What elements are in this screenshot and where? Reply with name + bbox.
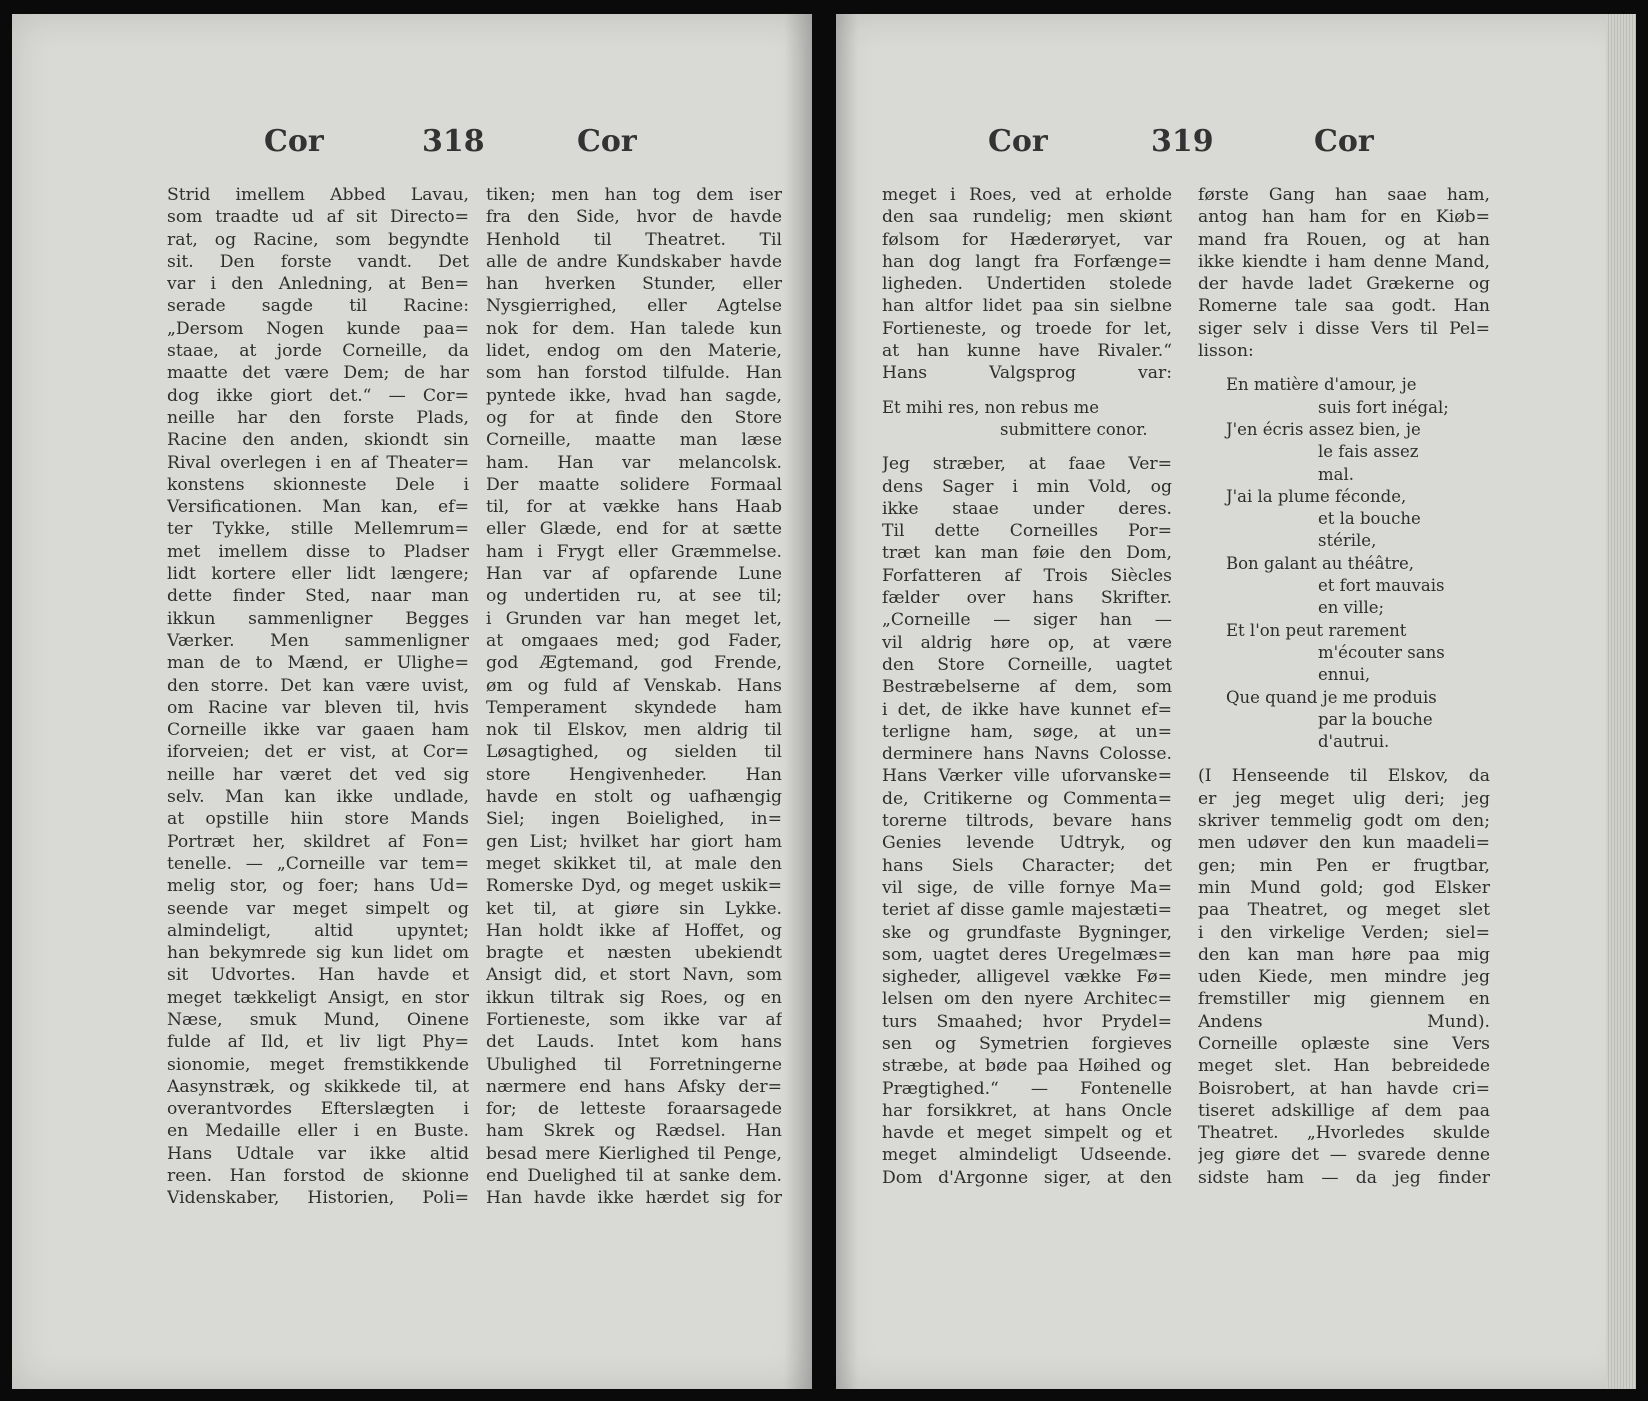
- text-line: uden Kiede, men mindre jeg: [1198, 967, 1490, 988]
- text-line: jeg giøre det — svarede denne: [1198, 1145, 1490, 1166]
- verse-line: Que quand je me produis: [1226, 687, 1437, 707]
- text-line: reen. Han forstod de skionne: [167, 1166, 469, 1187]
- text-line: men udøver den kun maadeli=: [1198, 833, 1490, 854]
- text-line: nærmere end hans Afsky der=: [486, 1076, 782, 1097]
- text-line: stræbe, at bøde paa Høihed og: [882, 1056, 1172, 1077]
- text-line: derminere hans Navns Colosse.: [882, 744, 1172, 765]
- text-line: tiseret adskillige af dem paa: [1198, 1100, 1490, 1121]
- motto-line: submittere conor.: [1000, 419, 1148, 439]
- text-line: Videnskaber, Historien, Poli=: [167, 1188, 469, 1209]
- text-line: den kan man høre paa mig: [1198, 944, 1490, 965]
- text-line: meget tækkeligt Ansigt, en stor: [167, 987, 469, 1008]
- text-line: der havde ladet Grækerne og: [1198, 274, 1490, 295]
- left-page: [12, 14, 812, 1389]
- text-line: tiken; men han tog dem iser: [486, 185, 782, 205]
- text-line: at han kunne have Rivaler.“: [882, 341, 1172, 362]
- left-guide-word-left: Cor: [264, 124, 324, 159]
- text-line: at opstille hiin store Mands: [167, 809, 469, 830]
- text-line: Aasynstræk, og skikkede til, at: [167, 1076, 469, 1097]
- text-line: gen List; hvilket har giort ham: [486, 831, 782, 852]
- text-line: Siel; ingen Boielighed, in=: [486, 809, 782, 830]
- verse-line: Et l'on peut rarement: [1226, 620, 1407, 640]
- text-line: almindeligt, altid upyntet;: [167, 920, 469, 941]
- text-line: Hans Udtale var ikke altid: [167, 1143, 469, 1164]
- text-line: sionomie, meget fremstikkende: [167, 1054, 469, 1075]
- text-line: Fortieneste, og troede for let,: [882, 318, 1172, 339]
- text-line: ham Skrek og Rædsel. Han: [486, 1121, 782, 1142]
- text-line: terligne ham, søge, at un=: [882, 721, 1172, 742]
- text-line: Fortieneste, som ikke var af: [486, 1009, 782, 1030]
- text-line: antog han ham for en Kiøb=: [1198, 207, 1490, 228]
- right-page: [836, 14, 1636, 1389]
- text-line: Dom d'Argonne siger, at den: [882, 1167, 1172, 1188]
- right-guide-word-left: Cor: [988, 124, 1048, 159]
- text-line: som traadte ud af sit Directo=: [167, 207, 469, 228]
- text-line: turs Smaahed; hvor Prydel=: [882, 1011, 1172, 1032]
- verse-line: J'ai la plume féconde,: [1226, 486, 1407, 506]
- text-line: var i den Anledning, at Ben=: [167, 274, 469, 295]
- motto-line: Et mihi res, non rebus me: [882, 397, 1099, 417]
- text-line: Han holdt ikke af Hoffet, og: [486, 920, 782, 941]
- text-line: Strid imellem Abbed Lavau,: [167, 185, 469, 205]
- text-line: Andens Mund).: [1198, 1011, 1490, 1032]
- text-line: siger selv i disse Vers til Pel=: [1198, 318, 1490, 339]
- text-line: Bestræbelserne af dem, som: [882, 677, 1172, 698]
- right-page-number: 319: [1151, 124, 1214, 159]
- text-line: og undertiden ru, at see til;: [486, 586, 782, 607]
- text-line: følsom for Hæderøryet, var: [882, 229, 1172, 250]
- right-column-1-prose: [882, 184, 1172, 385]
- text-line: (I Henseende til Elskov, da: [1198, 766, 1490, 787]
- text-line: sit Udvortes. Han havde et: [167, 965, 469, 986]
- text-line: paa Theatret, og meget slet: [1198, 900, 1490, 921]
- text-line: Der maatte solidere Formaal: [486, 474, 782, 495]
- right-running-header: [836, 124, 1636, 174]
- verse-line: le fais assez: [1318, 442, 1419, 462]
- text-line: Corneille ikke var gaaen ham: [167, 720, 469, 741]
- text-line: end Duelighed til at sanke dem.: [486, 1166, 782, 1187]
- text-line: hans Siels Character; det: [882, 855, 1172, 876]
- text-line: overantvordes Efterslægten i: [167, 1099, 469, 1120]
- text-line: at omgaaes med; god Fader,: [486, 630, 782, 651]
- text-line: træt kan man føie den Dom,: [882, 543, 1172, 564]
- left-column-2: [486, 184, 782, 1210]
- text-line: melig stor, og foer; hans Ud=: [167, 876, 469, 897]
- text-line: ham. Han var melancolsk.: [486, 452, 782, 473]
- text-line: første Gang han saae ham,: [1198, 185, 1490, 205]
- text-line: i Grunden var han meget let,: [486, 608, 782, 629]
- verse-block: [1198, 374, 1490, 753]
- text-line: Versificationen. Man kan, ef=: [167, 497, 469, 518]
- text-line: staae, at jorde Corneille, da: [167, 341, 469, 362]
- text-line: Portræt her, skildret af Fon=: [167, 831, 469, 852]
- text-line: havde en stolt og uafhængig: [486, 787, 782, 808]
- text-line: sit. Den forste vandt. Det: [167, 251, 469, 272]
- text-line: en Medaille eller i en Buste.: [167, 1121, 469, 1142]
- text-line: ikke kiendte i ham denne Mand,: [1198, 251, 1490, 272]
- text-line: selv. Man kan ikke undlade,: [167, 787, 469, 808]
- text-line: ligheden. Undertiden stolede: [882, 274, 1172, 295]
- text-line: øm og fuld af Venskab. Hans: [486, 675, 782, 696]
- text-line: Theatret. „Hvorledes skulde: [1198, 1123, 1490, 1144]
- text-line: han hverken Stunder, eller: [486, 274, 782, 295]
- text-line: i den virkelige Verden; siel=: [1198, 922, 1490, 943]
- text-line: Nysgierrighed, eller Agtelse: [486, 296, 782, 317]
- text-line: tenelle. — „Corneille var tem=: [167, 853, 469, 874]
- text-line: dens Sager i min Vold, og: [882, 476, 1172, 497]
- left-running-header: [12, 124, 812, 174]
- text-line: pyntede ikke, hvad han sagde,: [486, 385, 782, 406]
- text-line: ter Tykke, stille Mellemrum=: [167, 519, 469, 540]
- text-line: maatte det være Dem; de har: [167, 363, 469, 384]
- text-line: nok for dem. Han talede kun: [486, 318, 782, 339]
- text-line: ikkun sammenligner Begges: [167, 608, 469, 629]
- text-line: store Hengivenheder. Han: [486, 764, 782, 785]
- text-line: Henhold til Theatret. Til: [486, 229, 782, 250]
- text-line: man de to Mænd, er Ulighe=: [167, 653, 469, 674]
- text-line: ham i Frygt eller Græmmelse.: [486, 541, 782, 562]
- text-line: vil aldrig høre op, at være: [882, 632, 1172, 653]
- text-line: Genies levende Udtryk, og: [882, 833, 1172, 854]
- text-line: meget slet. Han bebreidede: [1198, 1056, 1490, 1077]
- text-line: den storre. Det kan være uvist,: [167, 675, 469, 696]
- verse-line: m'écouter sans: [1318, 642, 1445, 662]
- motto: [882, 397, 1172, 442]
- text-line: ikke staae under deres.: [882, 498, 1172, 519]
- text-line: vil sige, de ville fornye Ma=: [882, 877, 1172, 898]
- text-line: Jeg stræber, at faae Ver=: [882, 454, 1172, 475]
- text-line: met imellem disse to Pladser: [167, 541, 469, 562]
- text-line: sidste ham — da jeg finder: [1198, 1167, 1490, 1188]
- right-column-2: [1198, 184, 1490, 1189]
- text-line: gen; min Pen er frugtbar,: [1198, 855, 1490, 876]
- text-line: lelsen om den nyere Architec=: [882, 989, 1172, 1010]
- text-line: Forfatteren af Trois Siècles: [882, 565, 1172, 586]
- text-line: til, for at vække hans Haab: [486, 497, 782, 518]
- verse-line: et fort mauvais: [1318, 576, 1445, 596]
- text-line: fulde af Ild, et liv ligt Phy=: [167, 1032, 469, 1053]
- text-line: Romerske Dyd, og meget uskik=: [486, 876, 782, 897]
- text-line: lidt kortere eller lidt længere;: [167, 564, 469, 585]
- text-line: lisson:: [1198, 341, 1254, 362]
- verse-line: en ville;: [1318, 598, 1385, 618]
- text-line: Romerne tale saa godt. Han: [1198, 296, 1490, 317]
- text-line: sen og Symetrien forgieves: [882, 1033, 1172, 1054]
- text-line: Corneille, maatte man læse: [486, 430, 782, 451]
- right-column-1-prose-2: [882, 453, 1172, 1189]
- text-line: iforveien; det er vist, at Cor=: [167, 742, 469, 763]
- text-line: Hans Værker ville uforvanske=: [882, 766, 1172, 787]
- text-line: god Ægtemand, god Frende,: [486, 653, 782, 674]
- text-line: „Corneille — siger han —: [882, 610, 1172, 631]
- text-line: besad mere Kierlighed til Penge,: [486, 1143, 782, 1164]
- text-line: Løsagtighed, og sielden til: [486, 742, 782, 763]
- text-line: fremstiller mig giennem en: [1198, 989, 1490, 1010]
- text-line: de, Critikerne og Commenta=: [882, 788, 1172, 809]
- text-line: Næse, smuk Mund, Oinene: [167, 1009, 469, 1030]
- right-guide-word-right: Cor: [1314, 124, 1374, 159]
- text-line: lidet, endog om den Materie,: [486, 341, 782, 362]
- text-line: neille har den forste Plads,: [167, 407, 469, 428]
- text-line: Værker. Men sammenligner: [167, 630, 469, 651]
- text-line: den saa rundelig; men skiønt: [882, 207, 1172, 228]
- text-line: Han var af opfarende Lune: [486, 564, 782, 585]
- text-line: om Racine var bleven til, hvis: [167, 697, 469, 718]
- text-line: rat, og Racine, som begyndte: [167, 229, 469, 250]
- verse-line: suis fort inégal;: [1318, 397, 1449, 417]
- text-line: sigheder, alligevel vække Fø=: [882, 967, 1172, 988]
- text-line: har forsikkret, at hans Oncle: [882, 1100, 1172, 1121]
- right-column-2-prose-2: [1198, 765, 1490, 1189]
- verse-line: et la bouche: [1318, 509, 1421, 529]
- text-line: meget i Roes, ved at erholde: [882, 185, 1172, 205]
- text-line: den Store Corneille, uagtet: [882, 654, 1172, 675]
- text-line: Hans Valgsprog var:: [882, 363, 1172, 384]
- text-line: Racine den anden, skiondt sin: [167, 430, 469, 451]
- right-column-2-prose: [1198, 184, 1490, 362]
- verse-line: J'en écris assez bien, je: [1226, 419, 1421, 439]
- text-line: Ubulighed til Forretningerne: [486, 1054, 782, 1075]
- text-line: havde et meget simpelt og et: [882, 1123, 1172, 1144]
- verse-line: d'autrui.: [1318, 732, 1390, 752]
- text-line: meget skikket til, at male den: [486, 853, 782, 874]
- text-line: Boisrobert, at han havde cri=: [1198, 1078, 1490, 1099]
- text-line: bragte et næsten ubekiendt: [486, 943, 782, 964]
- text-line: ske og grundfaste Bygninger,: [882, 922, 1172, 943]
- text-line: i det, de ikke have kunnet ef=: [882, 699, 1172, 720]
- text-line: Ansigt did, et stort Navn, som: [486, 965, 782, 986]
- text-line: som han forstod tilfulde. Han: [486, 363, 782, 384]
- text-line: skriver temmelig godt om den;: [1198, 811, 1490, 832]
- text-line: neille har været det ved sig: [167, 764, 469, 785]
- text-line: som, uagtet deres Uregelmæs=: [882, 944, 1172, 965]
- text-line: Prægtighed.“ — Fontenelle: [882, 1078, 1172, 1099]
- text-line: det Lauds. Intet kom hans: [486, 1032, 782, 1053]
- text-line: meget almindeligt Udseende.: [882, 1145, 1172, 1166]
- text-line: Han havde ikke hærdet sig for: [486, 1188, 782, 1209]
- text-line: er jeg meget ulig deri; jeg: [1198, 788, 1490, 809]
- left-column-1: [167, 184, 469, 1210]
- text-line: seende var meget simpelt og: [167, 898, 469, 919]
- text-line: han altfor lidet paa sin sielbne: [882, 296, 1172, 317]
- text-line: mand fra Rouen, og at han: [1198, 229, 1490, 250]
- text-line: dette finder Sted, naar man: [167, 586, 469, 607]
- text-line: konstens skionneste Dele i: [167, 474, 469, 495]
- left-guide-word-right: Cor: [577, 124, 637, 159]
- text-line: Temperament skyndede ham: [486, 697, 782, 718]
- verse-line: ennui,: [1318, 665, 1371, 685]
- verse-line: Bon galant au théâtre,: [1226, 553, 1415, 573]
- text-line: Rival overlegen i en af Theater=: [167, 452, 469, 473]
- text-line: torerne tiltrods, bevare hans: [882, 811, 1172, 832]
- text-line: „Dersom Nogen kunde paa=: [167, 318, 469, 339]
- text-line: og for at finde den Store: [486, 407, 782, 428]
- text-line: alle de andre Kundskaber havde: [486, 251, 782, 272]
- text-line: han dog langt fra Forfænge=: [882, 251, 1172, 272]
- text-line: Til dette Corneilles Por=: [882, 521, 1172, 542]
- text-line: han bekymrede sig kun lidet om: [167, 943, 469, 964]
- text-line: fælder over hans Skrifter.: [882, 588, 1172, 609]
- text-line: eller Glæde, end for at sætte: [486, 519, 782, 540]
- text-line: min Mund gold; god Elsker: [1198, 877, 1490, 898]
- text-line: serade sagde til Racine:: [167, 296, 469, 317]
- text-line: ikkun tiltrak sig Roes, og en: [486, 987, 782, 1008]
- text-line: teriet af disse gamle majestæti=: [882, 900, 1172, 921]
- text-line: nok til Elskov, men aldrig til: [486, 720, 782, 741]
- verse-line: mal.: [1318, 464, 1355, 484]
- text-line: for; de letteste foraarsagede: [486, 1099, 782, 1120]
- text-line: Corneille oplæste sine Vers: [1198, 1033, 1490, 1054]
- text-line: ket til, at giøre sin Lykke.: [486, 898, 782, 919]
- right-column-1: [882, 184, 1172, 1189]
- text-line: fra den Side, hvor de havde: [486, 207, 782, 228]
- left-page-number: 318: [422, 124, 485, 159]
- verse-line: par la bouche: [1318, 709, 1433, 729]
- verse-line: En matière d'amour, je: [1226, 375, 1417, 395]
- text-line: dog ikke giort det.“ — Cor=: [167, 385, 469, 406]
- verse-line: stérile,: [1318, 531, 1377, 551]
